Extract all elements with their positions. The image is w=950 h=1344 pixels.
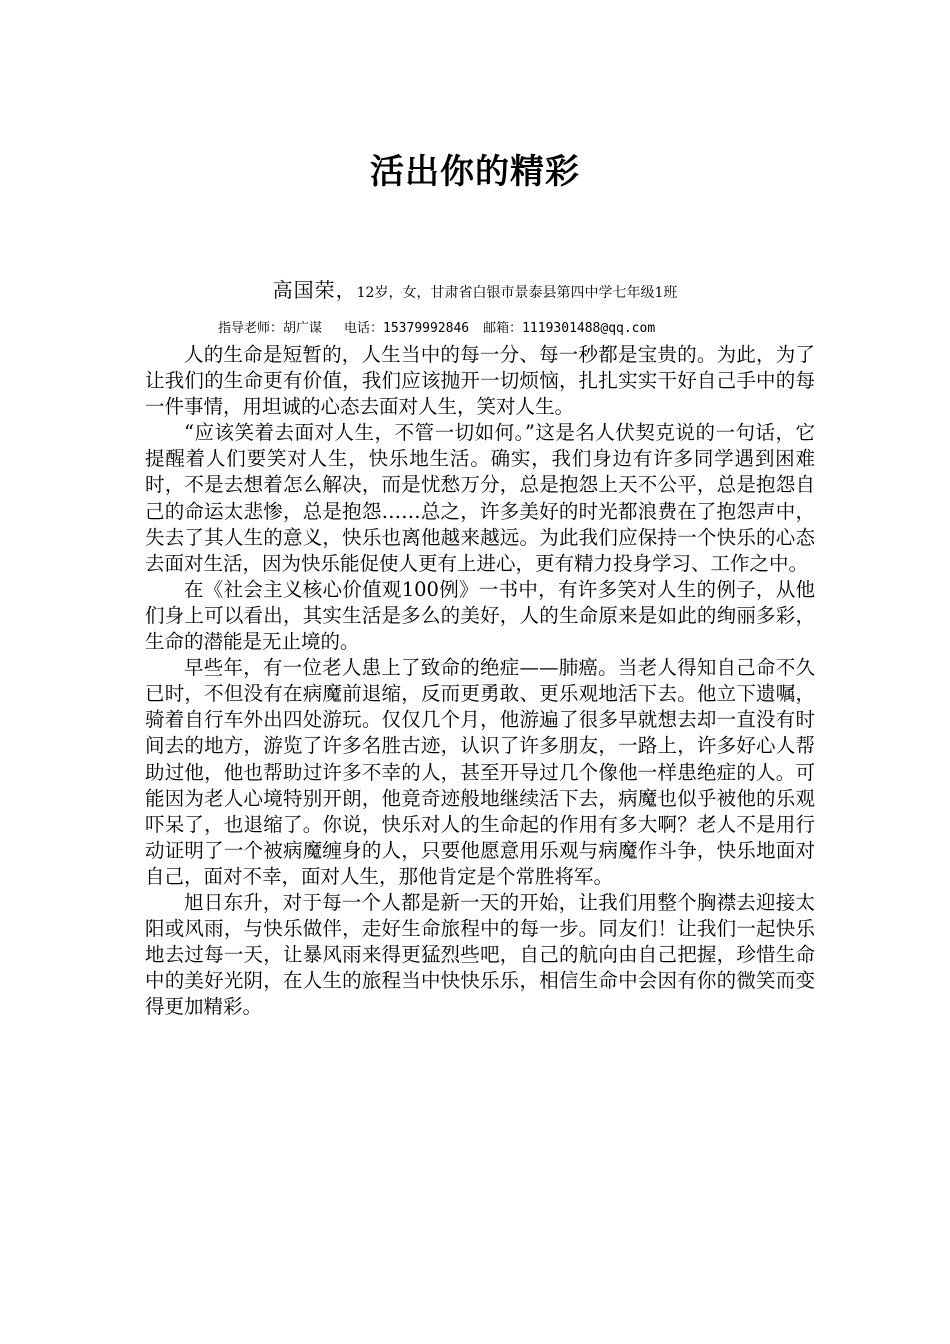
paragraph: 在《社会主义核心价值观100例》一书中，有许多笑对人生的例子，从他们身上可以看出，其实生活是多么的美好，人的生命原来是如此的绚丽多彩，生命的潜能是无止境的。 (145, 577, 815, 654)
paragraph: “应该笑着去面对人生，不管一切如何。”这是名人伏契克说的一句话，它提醒着人们要笑对人生，快乐地生活。确实，我们身边有许多同学遇到困难时，不是去想着怎么解决，而是忧愁万分，总是抱怨上天不公平，总是抱怨自己的命运太悲惨，总是抱怨……总之，许多美好的时光都浪费在了抱怨声中，失去了其人生的意义，快乐也离他越来越远。为此我们应保持一个快乐的心态去面对生活，因为快乐能促使人更有上进心，更有精力投身学习、工作之中。 (145, 421, 815, 575)
paragraph: 旭日东升，对于每一个人都是新一天的开始，让我们用整个胸襟去迎接太阳或风雨，与快乐做伴，走好生命旅程中的每一步。同友们！让我们一起快乐地去过每一天，让暴风雨来得更猛烈些吧，自己的航向由自己把握，珍惜生命中的美好光阴，在人生的旅程当中快快乐乐，相信生命中会因有你的微笑而变得更加精彩。 (145, 890, 815, 1019)
author-details: 12岁，女，甘肃省白银市景泰县第四中学七年级1班 (356, 285, 678, 301)
author-name: 高国荣， (272, 278, 357, 302)
essay-title: 活出你的精彩 (370, 152, 580, 192)
contact-line (218, 318, 655, 340)
email-info: 邮箱：1119301488@qq.com (483, 321, 656, 336)
paragraph: 人的生命是短暂的，人生当中的每一分、每一秒都是宝贵的。为此，为了让我们的生命更有价值，我们应该抛开一切烦恼，扎扎实实干好自己手中的每一件事情，用坦诚的心态去面对人生，笑对人生。 (145, 343, 815, 419)
phone-info: 电话：15379992846 (344, 321, 470, 336)
author-line (0, 276, 950, 307)
essay-body (145, 342, 815, 1020)
teacher-info: 指导老师：胡广谋 (218, 321, 323, 336)
paragraph: 早些年，有一位老人患上了致命的绝症——肺癌。当老人得知自己命不久已时，不但没有在病魔前退缩，反而更勇敢、更乐观地活下去。他立下遗嘱，骑着自行车外出四处游玩。仅仅几个月，他游遍了很多早就想去却一直没有时间去的地方，游览了许多名胜古迹，认识了许多朋友，一路上，许多好心人帮助过他，他也帮助过许多不幸的人，甚至开导过几个像他一样患绝症的人。可能因为老人心境特别开朗，他竟奇迹般地继续活下去，病魔也似乎被他的乐观吓呆了，也退缩了。你说，快乐对人的生命起的作用有多大啊？老人不是用行动证明了一个被病魔缠身的人，只要他愿意用乐观与病魔作斗争，快乐地面对自己，面对不幸，面对人生，那他肯定是个常胜将军。 (145, 656, 815, 888)
